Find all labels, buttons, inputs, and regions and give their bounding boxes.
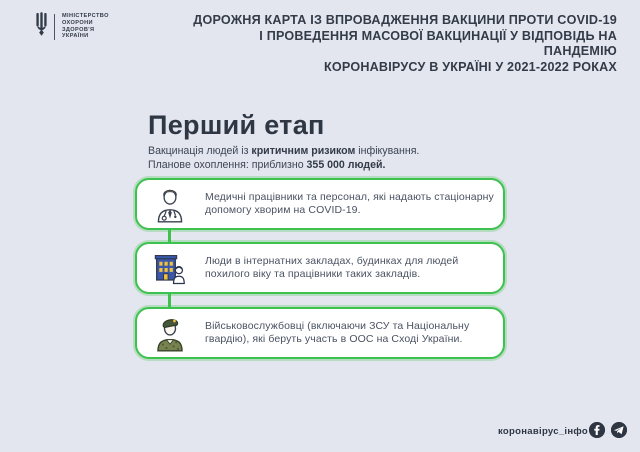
priority-card-care-homes [135,242,505,294]
priority-card-military [135,307,505,359]
ministry-name [62,13,109,39]
ministry-logo [36,12,109,41]
logo-divider [54,14,55,40]
stage-title: Перший етап [148,110,325,140]
page-title [187,13,617,75]
page-title-line: ДОРОЖНЯ КАРТА ІЗ ВПРОВАДЖЕННЯ ВАКЦИНИ ПРОТИ COVID-19 [193,13,617,27]
card-connector [168,230,171,242]
card-text: Медичні працівники та персонал, які надають стаціонарну допомогу хворим на COVID-19. [205,190,494,216]
facebook-icon[interactable] [589,422,605,438]
risk-text-bold: критичним ризиком [251,145,356,157]
priority-card-medical [135,178,505,230]
ministry-name-line: ОХОРОНИ [62,19,93,26]
coverage-text-bold: 355 000 людей. [306,159,386,171]
page-title-line: КОРОНАВІРУСУ В УКРАЇНІ У 2021-2022 РОКАХ [324,59,617,74]
ministry-name-line: ЗДОРОВ'Я [62,26,95,33]
risk-text-prefix: Вакцинація людей із [148,145,252,157]
soldier-icon [154,314,186,352]
stage-subtitle [148,145,419,158]
coverage-text-prefix: Планове охоплення: приблизно [148,159,307,171]
page-title-line: І ПРОВЕДЕННЯ МАСОВОЇ ВАКЦИНАЦІЇ У ВІДПОВІДЬ НА ПАНДЕМІЮ [259,28,617,58]
telegram-icon[interactable] [611,422,627,438]
card-text: Люди в інтернатних закладах, будинках для людей похилого віку та працівники таких закладів. [205,254,459,280]
ukraine-trident-icon [36,12,47,41]
footer-handle: коронавірус_інфо [498,426,588,437]
coverage-line [148,159,385,172]
ministry-name-line: МІНІСТЕРСТВО [62,13,109,20]
card-text: Військовослужбовці (включаючи ЗСУ та Національну гвардію), які беруть участь в ООС на Сході України. [205,319,470,345]
care-home-icon [154,249,186,287]
risk-text-suffix: інфікування. [355,145,420,157]
doctor-icon [154,185,186,223]
card-connector [168,294,171,307]
ministry-name-line: УКРАЇНИ [62,33,89,40]
